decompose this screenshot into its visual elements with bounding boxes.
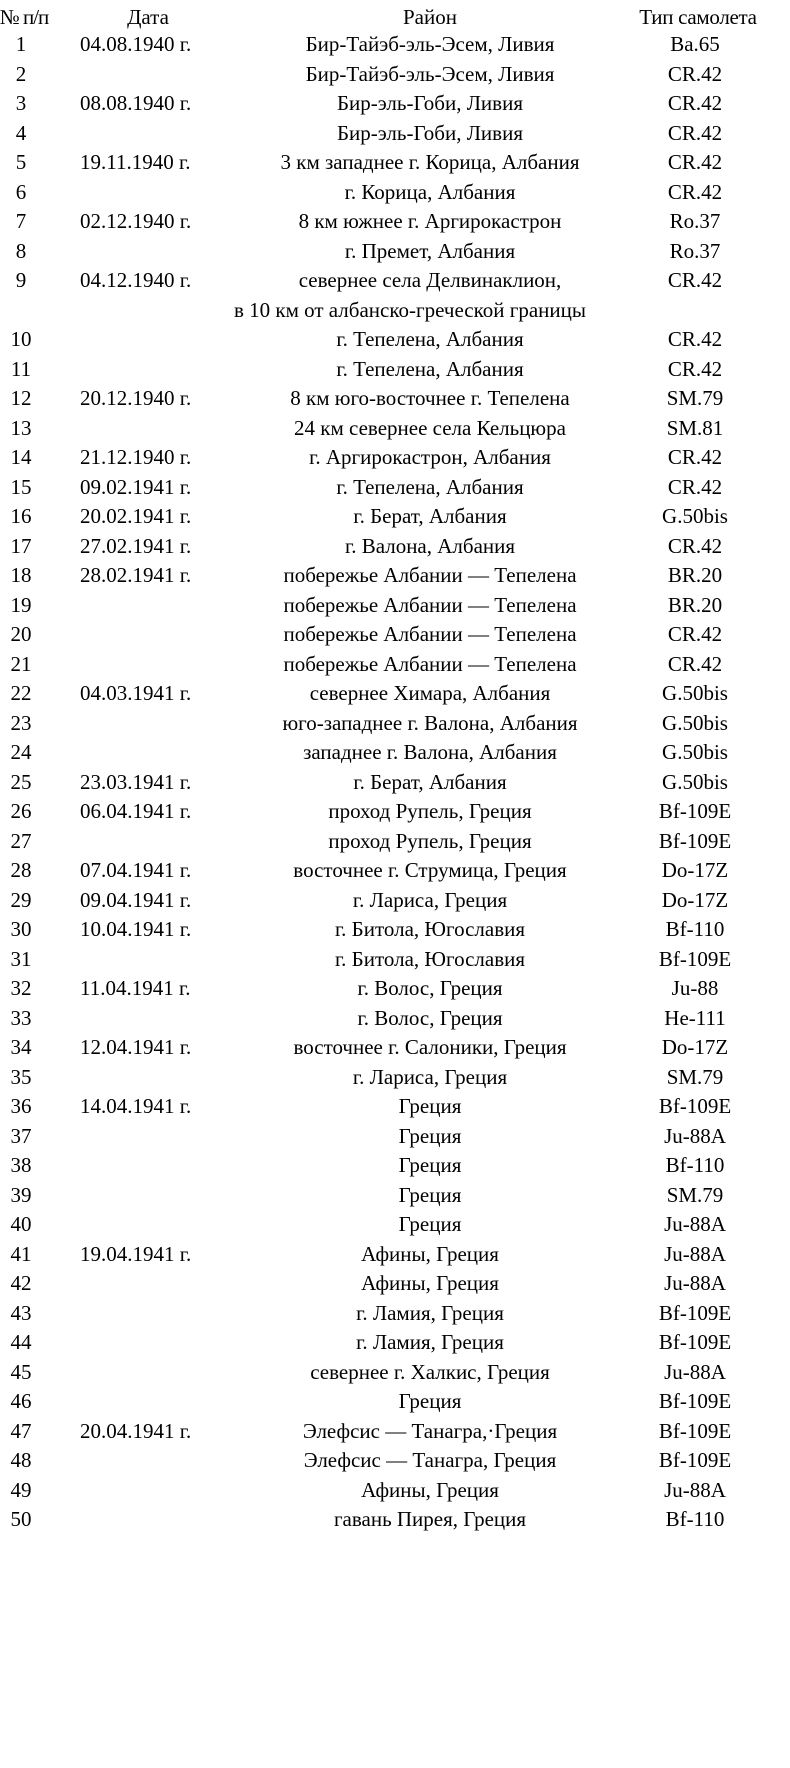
date-cell: 27.02.1941 г. (80, 533, 192, 558)
date-cell: 20.04.1941 г. (80, 1418, 192, 1443)
area-cell: Афины, Греция (361, 1477, 499, 1502)
area-cell: г. Аргирокастрон, Албания (309, 445, 551, 469)
num-cell: 49 (10, 1477, 32, 1502)
aircraft-type-cell: Bf-109E (658, 1448, 732, 1472)
date-cell: 20.02.1941 г. (80, 504, 192, 528)
area-cell: Афины, Греция (361, 1271, 499, 1295)
date-cell: 20.12.1940 г. (80, 386, 192, 410)
num-cell: 26 (10, 799, 32, 823)
table-row (0, 89, 790, 119)
aircraft-type-cell: CR.42 (667, 120, 723, 145)
area-cell: г. Берат, Албания (353, 504, 507, 528)
table-row (0, 1387, 790, 1417)
table-row (0, 738, 790, 768)
aircraft-type-cell: BR.20 (667, 563, 723, 587)
aircraft-type-cell: Bf-110 (665, 1507, 725, 1531)
aircraft-type-cell: Ju-88A (664, 1477, 726, 1502)
area-cell: побережье Албании — Тепелена (283, 563, 577, 587)
table-row (0, 148, 790, 178)
table-row (0, 768, 790, 798)
num-cell: 6 (15, 179, 27, 204)
num-cell: 19 (10, 592, 32, 617)
area-cell: 24 км севернее села Кельцюра (294, 415, 566, 440)
num-cell: 18 (10, 563, 32, 587)
aircraft-type-cell: Bf-109E (658, 946, 732, 971)
table-row (0, 1210, 790, 1240)
table-row (0, 1122, 790, 1152)
aircraft-type-cell: Do-17Z (661, 887, 729, 912)
area-cell: 8 км южнее г. Аргирокастрон (298, 209, 562, 233)
aircraft-type-cell: CR.42 (667, 150, 723, 174)
num-cell: 22 (10, 681, 32, 705)
num-cell: 29 (10, 887, 32, 912)
area-cell: Элефсис — Танагра, Греция (303, 1448, 557, 1472)
area-cell: проход Рупель, Греция (328, 799, 532, 823)
table-row (0, 1240, 790, 1270)
table-row (0, 443, 790, 473)
num-cell: 40 (10, 1212, 32, 1236)
num-cell: 39 (10, 1182, 32, 1207)
table-row (0, 886, 790, 916)
area-cell: Греция (398, 1389, 462, 1413)
aircraft-type-cell: G.50bis (662, 740, 728, 764)
area-cell: Бир-эль-Гоби, Ливия (337, 91, 523, 115)
num-cell: 36 (10, 1094, 32, 1118)
num-cell: 21 (10, 651, 32, 676)
aircraft-type-cell: Bf-109E (658, 799, 732, 823)
num-cell: 47 (10, 1418, 32, 1443)
table-row (0, 561, 790, 591)
table-row (0, 856, 790, 886)
table-row (0, 30, 790, 60)
area-cell: г. Корица, Албания (344, 179, 516, 204)
area-cell: гавань Пирея, Греция (333, 1507, 527, 1531)
table-row (0, 355, 790, 385)
num-cell: 32 (10, 976, 32, 1000)
num-cell: 34 (10, 1035, 32, 1059)
area-cell: севернее г. Халкис, Греция (310, 1359, 550, 1384)
aircraft-type-cell: Ju-88A (664, 1212, 726, 1236)
table-row (0, 620, 790, 650)
num-cell: 16 (10, 504, 32, 528)
num-cell: 25 (10, 769, 32, 794)
aircraft-type-cell: CR.42 (667, 474, 723, 499)
table-row (0, 1092, 790, 1122)
area-cell: г. Волос, Греция (357, 1005, 503, 1030)
aircraft-type-cell: Bf-109E (658, 1418, 732, 1443)
aircraft-type-cell: Bf-110 (665, 1153, 725, 1177)
num-cell: 9 (15, 268, 27, 292)
num-cell: 2 (15, 61, 27, 86)
table-body (0, 30, 790, 1535)
table-row (0, 1476, 790, 1506)
table-row (0, 1505, 790, 1535)
num-cell: 15 (10, 474, 32, 499)
table-row (0, 502, 790, 532)
area-cell: Элефсис — Танагра,·Греция (302, 1418, 558, 1443)
area-cell: побережье Албании — Тепелена (283, 622, 577, 646)
num-cell: 10 (10, 327, 32, 351)
table-row (0, 1063, 790, 1093)
num-cell: 13 (10, 415, 32, 440)
area-cell: севернее села Делвинаклион, (298, 268, 562, 292)
table-row (0, 679, 790, 709)
aircraft-type-cell: Ba.65 (670, 32, 720, 56)
date-cell: 14.04.1941 г. (80, 1094, 192, 1118)
date-cell: 23.03.1941 г. (80, 769, 192, 794)
num-cell: 43 (10, 1300, 32, 1325)
aircraft-type-cell: G.50bis (662, 681, 728, 705)
area-cell: Бир-Тайэб-эль-Эсем, Ливия (305, 32, 555, 56)
aircraft-type-cell: Ro.37 (669, 209, 721, 233)
aircraft-type-cell: SM.79 (666, 1182, 724, 1207)
area-cell: 3 км западнее г. Корица, Албания (280, 150, 580, 174)
num-cell: 50 (10, 1507, 32, 1531)
table-row (0, 1181, 790, 1211)
num-cell: 46 (10, 1389, 32, 1413)
header-date: Дата (127, 5, 169, 29)
date-cell: 07.04.1941 г. (80, 858, 192, 882)
date-cell: 09.04.1941 г. (80, 887, 192, 912)
area-cell: г. Лариса, Греция (352, 887, 508, 912)
date-cell: 19.04.1941 г. (80, 1241, 192, 1266)
table-row (0, 1033, 790, 1063)
area-cell: г. Премет, Албания (344, 238, 516, 263)
area-cell: Бир-Тайэб-эль-Эсем, Ливия (305, 61, 555, 86)
num-cell: 17 (10, 533, 32, 558)
area-cell: юго-западнее г. Валона, Албания (282, 710, 578, 735)
area-cell: восточнее г. Струмица, Греция (293, 858, 567, 882)
table-row (0, 1269, 790, 1299)
area-cell: г. Битола, Югославия (334, 946, 526, 971)
num-cell: 12 (10, 386, 32, 410)
area-cell: Бир-эль-Гоби, Ливия (337, 120, 523, 145)
area-cell: 8 км юго-восточнее г. Тепелена (290, 386, 570, 410)
num-cell: 8 (15, 238, 27, 263)
aircraft-type-cell: Ju-88A (664, 1359, 726, 1384)
aircraft-type-cell: G.50bis (662, 504, 728, 528)
area-cell: проход Рупель, Греция (328, 828, 532, 853)
area-cell: г. Берат, Албания (353, 769, 507, 794)
area-cell: г. Битола, Югославия (334, 917, 526, 941)
aircraft-type-cell: Ro.37 (669, 238, 721, 263)
date-cell: 28.02.1941 г. (80, 563, 192, 587)
aircraft-type-cell: Do-17Z (661, 1035, 729, 1059)
table-row (0, 915, 790, 945)
num-cell: 23 (10, 710, 32, 735)
area-cell: побережье Албании — Тепелена (283, 651, 577, 676)
area-continuation-cell: в 10 км от албанско-греческой границы (233, 297, 586, 322)
num-cell: 42 (10, 1271, 32, 1295)
aircraft-type-cell: CR.42 (667, 356, 723, 381)
num-cell: 30 (10, 917, 32, 941)
aircraft-type-cell: CR.42 (667, 622, 723, 646)
date-cell: 08.08.1940 г. (80, 91, 192, 115)
table-row (0, 384, 790, 414)
table-row (0, 325, 790, 355)
table-row (0, 1299, 790, 1329)
date-cell: 06.04.1941 г. (80, 799, 192, 823)
date-cell: 10.04.1941 г. (80, 917, 192, 941)
aircraft-type-cell: G.50bis (662, 710, 728, 735)
area-cell: г. Тепелена, Албания (336, 474, 524, 499)
num-cell: 44 (10, 1330, 32, 1354)
table-row (0, 827, 790, 857)
table-row (0, 591, 790, 621)
table-row (0, 1446, 790, 1476)
aircraft-type-cell: Ju-88A (664, 1123, 726, 1148)
area-cell: Греция (398, 1094, 462, 1118)
aircraft-type-cell: SM.79 (666, 1064, 724, 1089)
area-cell: Греция (398, 1153, 462, 1177)
table-row (0, 60, 790, 90)
aircraft-type-cell: He-111 (664, 1005, 726, 1030)
num-cell: 48 (10, 1448, 32, 1472)
area-cell: г. Ламия, Греция (356, 1300, 504, 1325)
num-cell: 24 (10, 740, 32, 764)
table-row (0, 207, 790, 237)
aircraft-type-cell: Bf-109E (658, 1094, 732, 1118)
aircraft-type-cell: CR.42 (667, 327, 723, 351)
num-cell: 38 (10, 1153, 32, 1177)
num-cell: 20 (10, 622, 32, 646)
aircraft-type-cell: Bf-109E (658, 1389, 732, 1413)
table-row (0, 414, 790, 444)
header-type: Тип самолета (639, 5, 757, 29)
table-row (0, 1328, 790, 1358)
table-row (0, 119, 790, 149)
table-row (0, 650, 790, 680)
num-cell: 41 (10, 1241, 32, 1266)
aircraft-type-cell: Bf-109E (658, 1330, 732, 1354)
date-cell: 11.04.1941 г. (80, 976, 191, 1000)
table-row (0, 473, 790, 503)
area-cell: восточнее г. Салоники, Греция (293, 1035, 567, 1059)
aircraft-type-cell: BR.20 (667, 592, 723, 617)
table-row (0, 945, 790, 975)
area-cell: г. Тепелена, Албания (336, 356, 524, 381)
table-row (0, 532, 790, 562)
aircraft-type-cell: CR.42 (667, 179, 723, 204)
num-cell: 28 (10, 858, 32, 882)
num-cell: 7 (15, 209, 27, 233)
num-cell: 37 (10, 1123, 32, 1148)
area-cell: г. Лариса, Греция (352, 1064, 508, 1089)
header-area: Район (403, 5, 457, 29)
table-row (0, 1417, 790, 1447)
num-cell: 5 (15, 150, 27, 174)
table-row (0, 1358, 790, 1388)
num-cell: 1 (15, 32, 27, 56)
aircraft-type-cell: CR.42 (667, 445, 723, 469)
table-row (0, 797, 790, 827)
aircraft-type-cell: G.50bis (662, 769, 728, 794)
aircraft-type-cell: CR.42 (667, 651, 723, 676)
area-cell: г. Тепелена, Албания (336, 327, 524, 351)
area-cell: Греция (398, 1182, 462, 1207)
num-cell: 33 (10, 1005, 32, 1030)
aircraft-type-cell: Do-17Z (661, 858, 729, 882)
date-cell: 02.12.1940 г. (80, 209, 192, 233)
num-cell: 35 (10, 1064, 32, 1089)
area-cell: западнее г. Валона, Албания (303, 740, 557, 764)
table-row (0, 974, 790, 1004)
table-row-continuation (0, 296, 790, 326)
aircraft-type-cell: CR.42 (667, 268, 723, 292)
aircraft-type-cell: Bf-110 (665, 917, 725, 941)
table-header (0, 0, 790, 30)
date-cell: 19.11.1940 г. (80, 150, 191, 174)
area-cell: г. Валона, Албания (344, 533, 516, 558)
num-cell: 45 (10, 1359, 32, 1384)
table-row (0, 1151, 790, 1181)
aircraft-type-cell: SM.79 (666, 386, 724, 410)
aircraft-type-cell: Ju-88A (664, 1271, 726, 1295)
date-cell: 04.08.1940 г. (80, 32, 192, 56)
area-cell: г. Ламия, Греция (356, 1330, 504, 1354)
aircraft-type-cell: Bf-109E (658, 1300, 732, 1325)
area-cell: Греция (398, 1212, 462, 1236)
date-cell: 04.03.1941 г. (80, 681, 192, 705)
aircraft-type-cell: Ju-88A (664, 1241, 726, 1266)
table-row (0, 1004, 790, 1034)
area-cell: севернее Химара, Албания (309, 681, 551, 705)
aircraft-type-cell: CR.42 (667, 61, 723, 86)
num-cell: 27 (10, 828, 32, 853)
table-row (0, 709, 790, 739)
date-cell: 21.12.1940 г. (80, 445, 192, 469)
num-cell: 11 (10, 356, 32, 381)
aircraft-type-cell: CR.42 (667, 91, 723, 115)
aircraft-type-cell: Ju-88 (671, 976, 719, 1000)
area-cell: Греция (398, 1123, 462, 1148)
header-num: № п/п (0, 5, 49, 29)
aircraft-type-cell: Bf-109E (658, 828, 732, 853)
num-cell: 31 (10, 946, 32, 971)
aircraft-type-cell: SM.81 (666, 415, 724, 440)
num-cell: 14 (10, 445, 32, 469)
table-row (0, 266, 790, 296)
area-cell: побережье Албании — Тепелена (283, 592, 577, 617)
aircraft-type-cell: CR.42 (667, 533, 723, 558)
num-cell: 4 (15, 120, 27, 145)
table-row (0, 237, 790, 267)
area-cell: Афины, Греция (361, 1241, 499, 1266)
table-row (0, 178, 790, 208)
num-cell: 3 (15, 91, 27, 115)
area-cell: г. Волос, Греция (357, 976, 503, 1000)
date-cell: 12.04.1941 г. (80, 1035, 192, 1059)
date-cell: 09.02.1941 г. (80, 474, 192, 499)
date-cell: 04.12.1940 г. (80, 268, 192, 292)
